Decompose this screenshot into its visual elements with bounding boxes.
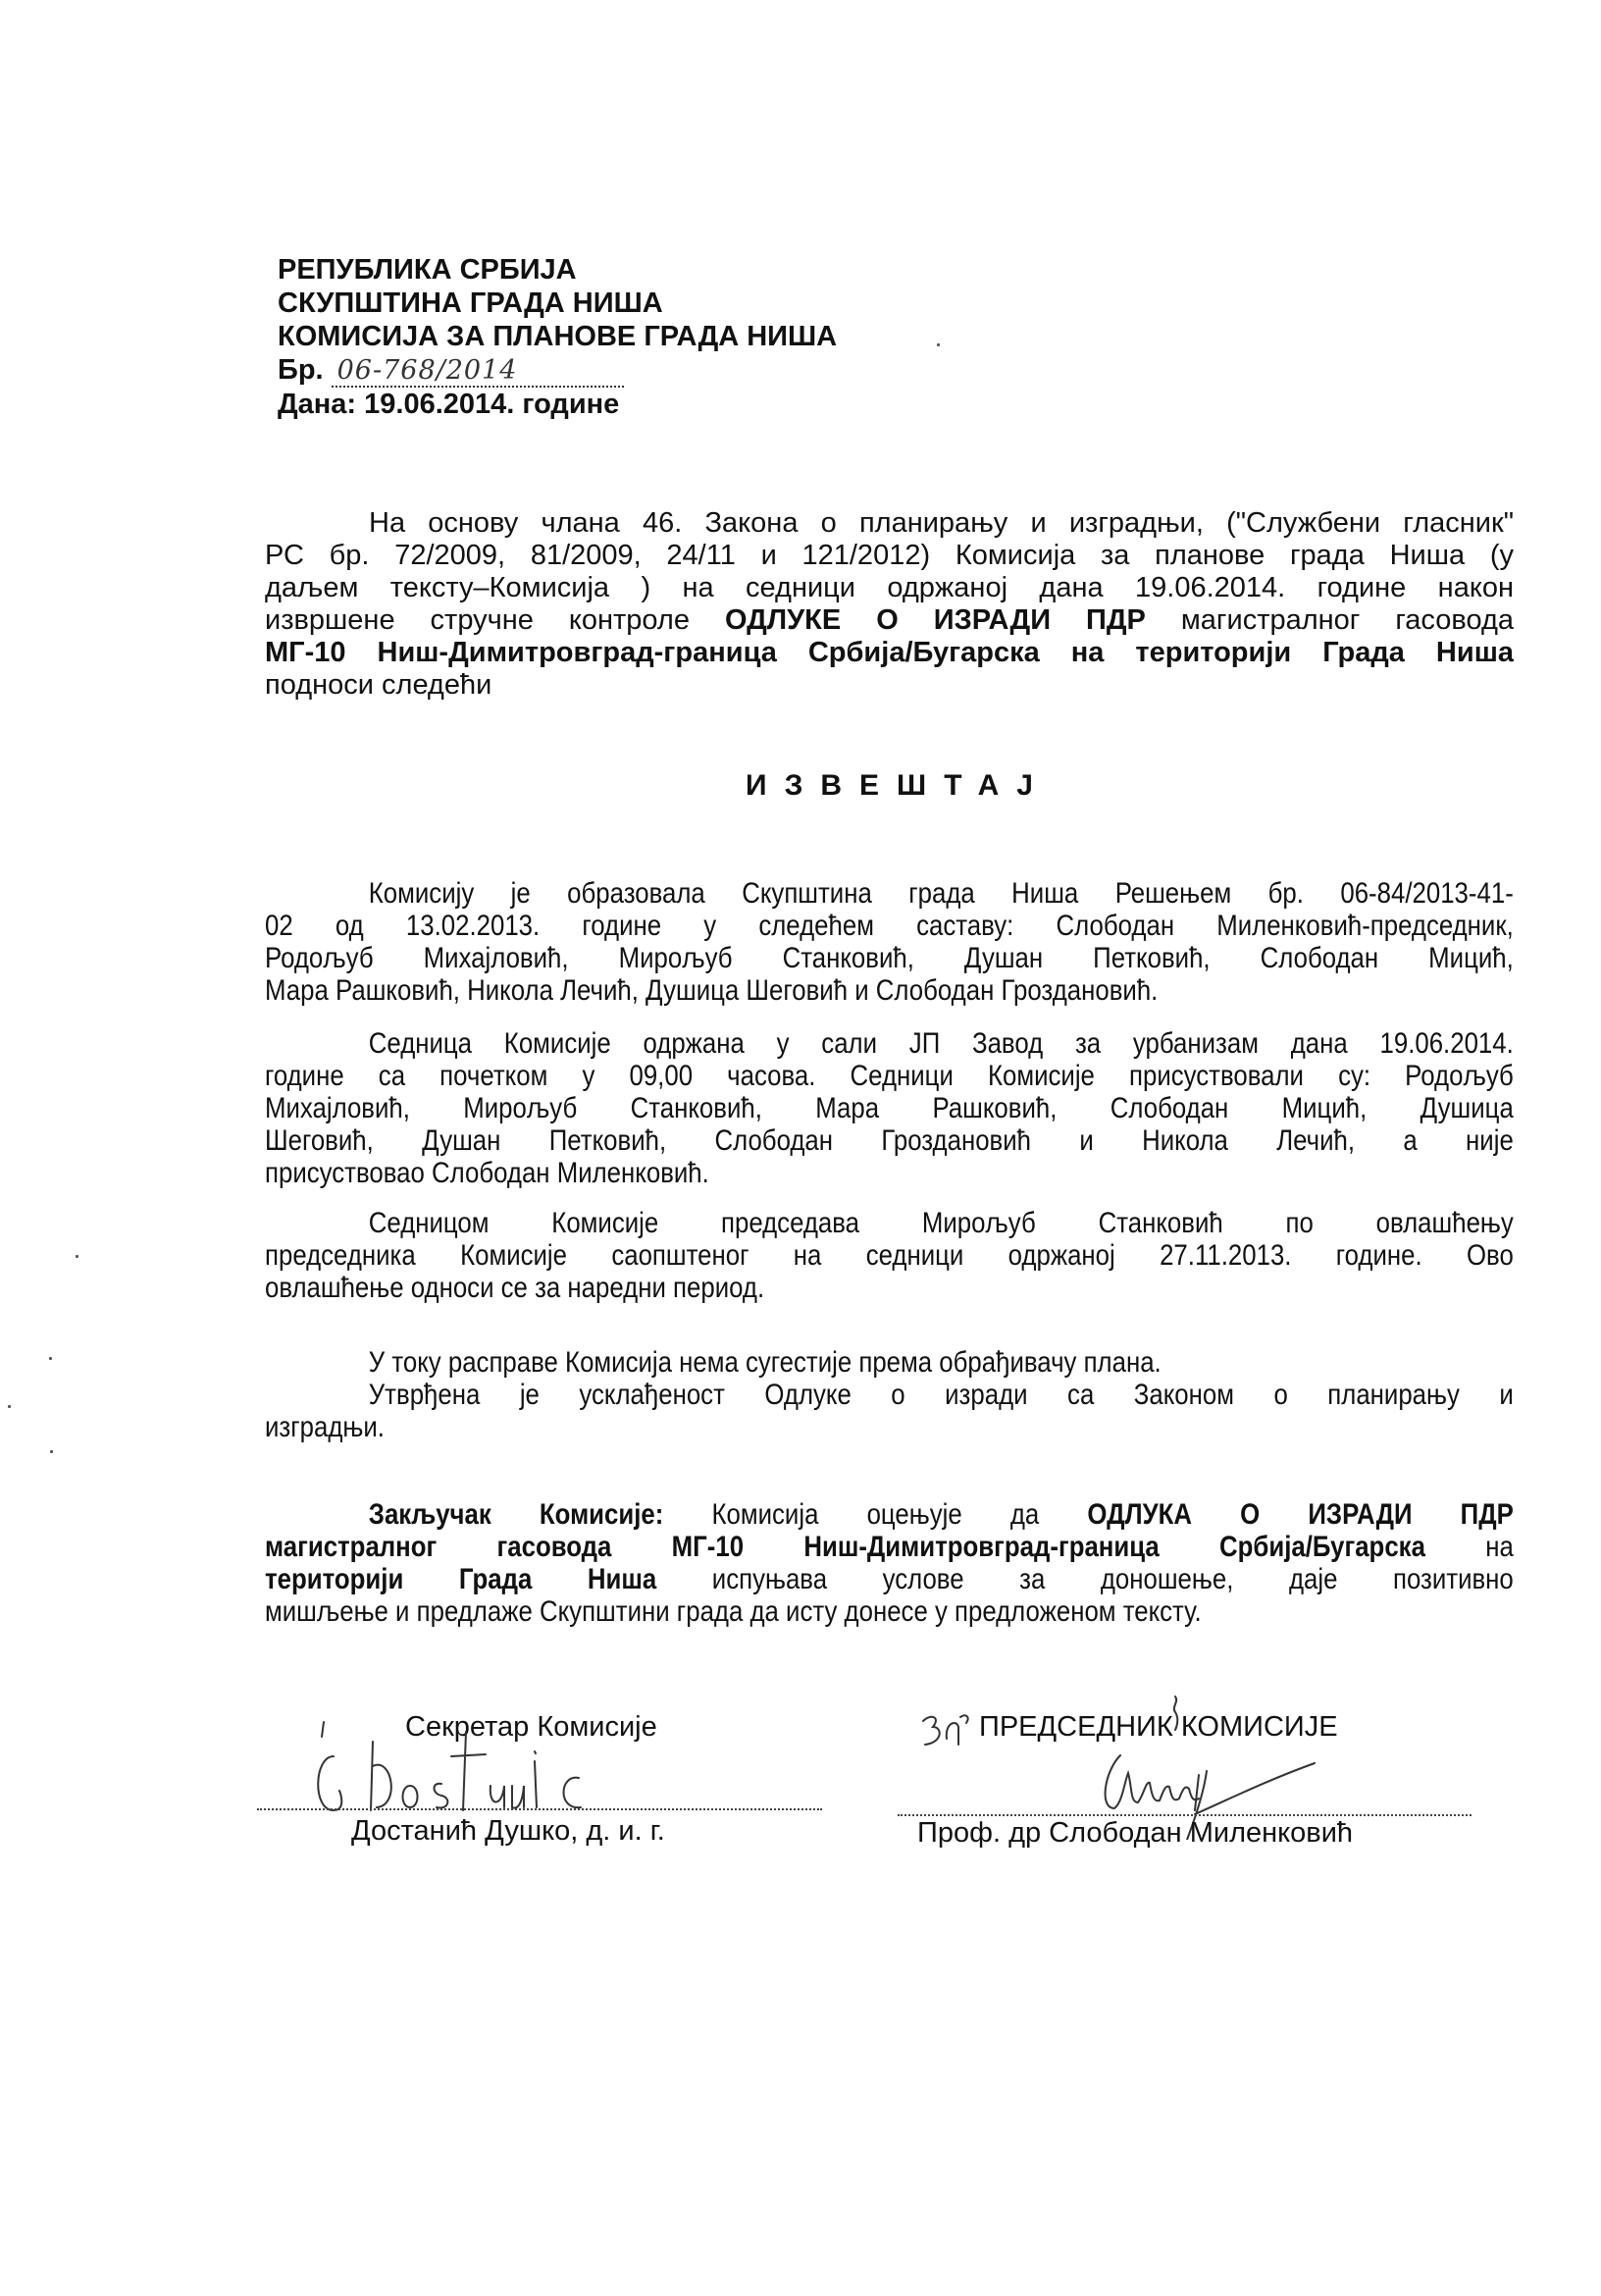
bold-text-segment: Закључак Комисије: [368, 1498, 664, 1531]
bold-text-segment: ОДЛУКЕ О ИЗРАДИ ПДР [724, 604, 1146, 636]
text-line [265, 1092, 1514, 1124]
text-segment: магистралног гасовода [1145, 604, 1514, 636]
text-segment: извршене стручне контроле [265, 604, 725, 636]
header-assembly: СКУПШТИНА ГРАДА НИША [278, 287, 663, 319]
text-segment: У току расправе Комисија нема сугестије према обрађивачу плана. [368, 1346, 1162, 1379]
text-segment: 02 од 13.02.2013. године у следећем саставу: Слободан Миленковић-председник, [265, 910, 1514, 942]
document-header [278, 253, 837, 421]
secretary-name: Достанић Душко, д. и. г. [351, 1815, 665, 1847]
bold-text-segment: МГ-10 Ниш-Димитровград-граница Србија/Бугарска на територији Града Ниша [265, 637, 1514, 668]
text-line [265, 1411, 1514, 1443]
text-line [265, 1498, 1514, 1531]
text-line [265, 540, 1514, 572]
text-segment: Шеговић, Душан Петковић, Слободан Гроздановић и Никола Лечић, а није [265, 1124, 1514, 1157]
text-segment: даљем тексту–Комисија ) на седници одржаној дана 19.06.2014. године након [265, 572, 1514, 603]
president-prefix-handwritten [917, 1709, 976, 1754]
reference-prefix: Бр. [278, 354, 324, 386]
text-segment: изградњи. [265, 1411, 385, 1443]
text-segment: Комисију је образовала Скупштина града Ниша Решењем бр. 06-84/2013-41- [368, 877, 1514, 910]
intro-paragraph [265, 507, 1514, 702]
scan-speck [49, 1357, 52, 1360]
report-paragraph [265, 1379, 1514, 1443]
text-line [265, 1272, 1514, 1304]
president-signature-line [898, 1814, 1472, 1816]
report-paragraph [265, 1027, 1514, 1189]
text-segment: подноси следећи [265, 669, 492, 701]
bold-text-segment: ОДЛУКА О ИЗРАДИ ПДР [1087, 1498, 1514, 1531]
bold-text-segment: магистралног гасовода МГ-10 Ниш-Димитровград-граница Србија/Бугарска [265, 1531, 1425, 1563]
text-segment: Утврђена је усклађеност Одлуке о изради са Законом о планирању и [368, 1379, 1514, 1411]
text-segment: Седница Комисије одржана у сали ЈП Завод за урбанизам дана 19.06.2014. [368, 1027, 1514, 1060]
text-line [265, 637, 1514, 669]
text-segment: Мара Рашковић, Никола Лечић, Душица Шеговић и Слободан Гроздановић. [265, 974, 1159, 1007]
scan-speck [8, 1405, 11, 1408]
text-line [265, 1060, 1514, 1092]
text-segment: године са почетком у 09,00 часова. Седници Комисије присуствовали су: Родољуб [265, 1060, 1514, 1092]
report-title: ИЗВЕШТАЈ [746, 769, 1051, 802]
text-segment: испуњава услове за доношење, даје позитивно [656, 1563, 1514, 1595]
text-segment: Родољуб Михајловић, Мирољуб Станковић, Душан Петковић, Слободан Мицић, [265, 942, 1514, 974]
reference-number-line [278, 353, 837, 388]
secretary-title: Секретар Комисије [405, 1711, 657, 1743]
report-paragraph-text [265, 1379, 1514, 1443]
text-segment: Комисија оцењује да [663, 1498, 1088, 1531]
text-segment: Седницом Комисије председава Мирољуб Станковић по овлашћењу [368, 1207, 1514, 1239]
text-segment: РС бр. 72/2009, 81/2009, 24/11 и 121/2012) Комисија за планове града Ниша (у [265, 540, 1514, 571]
scan-speck [937, 343, 940, 346]
report-paragraph-text [265, 1498, 1514, 1628]
text-segment: Михајловић, Мирољуб Станковић, Мара Рашковић, Слободан Мицић, Душица [265, 1092, 1514, 1124]
text-line [265, 1379, 1514, 1411]
report-paragraph [265, 1346, 1514, 1379]
text-line [265, 669, 1514, 702]
president-title: ПРЕДСЕДНИК КОМИСИЈЕ [979, 1711, 1338, 1743]
report-paragraph-text [265, 877, 1514, 1007]
text-line [265, 1207, 1514, 1239]
text-line [265, 572, 1514, 604]
report-paragraph [265, 1207, 1514, 1304]
text-line [265, 1239, 1514, 1272]
scan-speck [50, 1450, 53, 1453]
text-line [265, 1157, 1514, 1189]
bold-text-segment: територији Града Ниша [265, 1563, 657, 1595]
text-segment: председника Комисије саопштеног на седници одржаној 27.11.2013. године. Ово [265, 1239, 1514, 1272]
text-segment: на [1424, 1531, 1514, 1563]
text-line [265, 1124, 1514, 1157]
header-commission: КОМИСИЈА ЗА ПЛАНОВЕ ГРАДА НИША [278, 321, 838, 352]
text-line [265, 974, 1514, 1007]
report-paragraph-text [265, 1207, 1514, 1304]
text-line [265, 604, 1514, 637]
text-line [265, 507, 1514, 540]
report-paragraph [265, 1498, 1514, 1628]
reference-number-handwritten: 06-768/2014 [332, 356, 624, 388]
header-country: РЕПУБЛИКА СРБИЈА [278, 254, 577, 286]
document-date: Дана: 19.06.2014. године [278, 389, 620, 420]
text-line [265, 942, 1514, 974]
text-line [265, 1531, 1514, 1563]
scan-speck [76, 1255, 78, 1258]
secretary-signature-line [257, 1808, 822, 1810]
text-segment: На основу члана 46. Закона о планирању и изградњи, ("Службени гласник" [369, 507, 1514, 539]
text-line [265, 910, 1514, 942]
text-line [265, 1595, 1514, 1628]
report-paragraph [265, 877, 1514, 1007]
text-segment: присуствовао Слободан Миленковић. [265, 1157, 709, 1189]
text-line [265, 1027, 1514, 1060]
report-paragraph-text [265, 1346, 1514, 1379]
text-line [265, 1346, 1514, 1379]
text-segment: овлашћење односи се за наредни период. [265, 1272, 765, 1304]
text-segment: мишљење и предлаже Скупштини града да исту донесе у предложеном тексту. [265, 1595, 1202, 1628]
text-line [265, 877, 1514, 910]
president-name: Проф. др Слободан Миленковић [917, 1817, 1354, 1849]
text-line [265, 1563, 1514, 1595]
report-paragraph-text [265, 1027, 1514, 1189]
